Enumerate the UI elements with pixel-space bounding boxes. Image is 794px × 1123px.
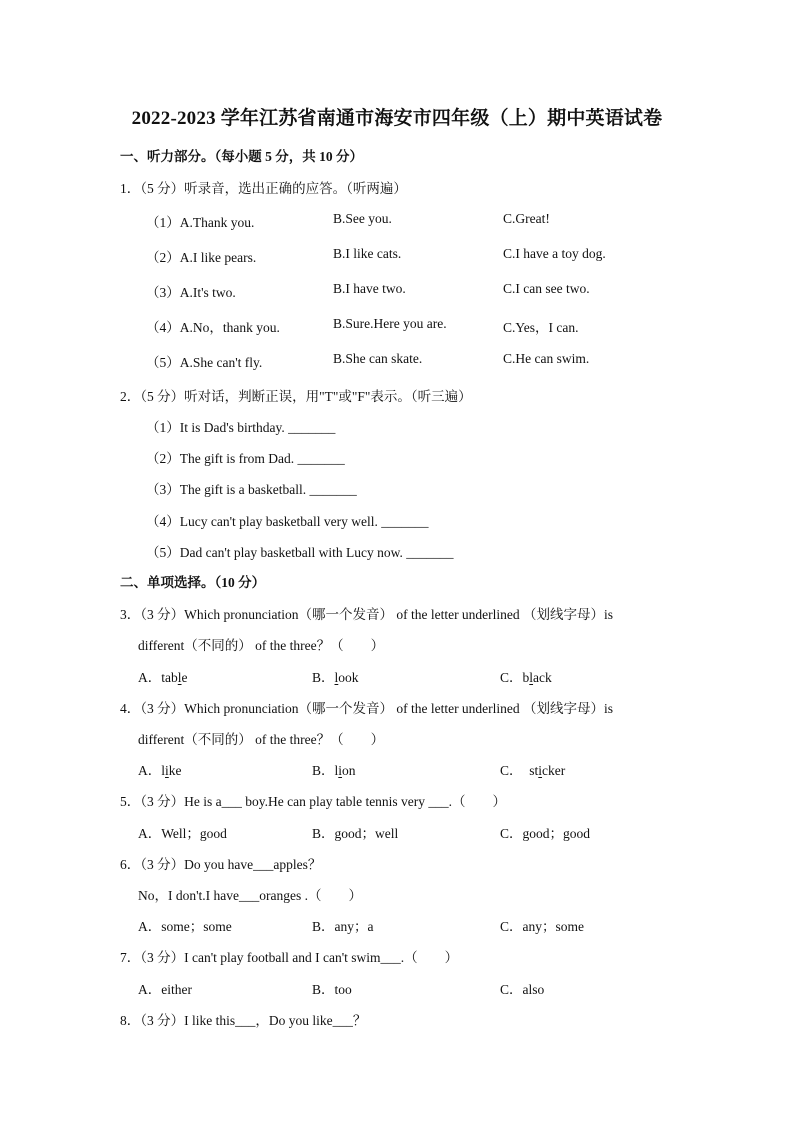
- q2-item-5: （5）Dad can't play basketball with Lucy now. _______: [146, 545, 454, 560]
- q1-row1-option-b: B.See you.: [333, 211, 392, 226]
- q2-item-2: （2）The gift is from Dad. _______: [146, 451, 345, 466]
- q1-row5-option-a: （5）A.She can't fly.: [146, 355, 263, 370]
- q4-option-b: B．lion: [312, 763, 356, 778]
- q2-item-4: （4）Lucy can't play basketball very well. _______: [146, 514, 429, 529]
- q2-item-3: （3）The gift is a basketball. _______: [146, 482, 357, 497]
- q1-row4-option-b: B.Sure.Here you are.: [333, 316, 447, 331]
- q1-row2-option-b: B.I like cats.: [333, 246, 402, 261]
- q1-row1-option-c: C.Great!: [503, 211, 550, 226]
- q7-option-c: C．also: [500, 982, 545, 997]
- q1-row3-option-a: （3）A.It's two.: [146, 285, 236, 300]
- section-single-choice-heading: 二、单项选择。（10 分）: [120, 575, 266, 590]
- q5-option-c: C．good；good: [500, 826, 591, 841]
- question-3-stem-line1: 3．（3 分）Which pronunciation（哪一个发音） of the letter underlined （划线字母）is: [120, 607, 614, 622]
- q1-row4-option-c: C.Yes，I can.: [503, 320, 579, 335]
- question-6-stem-line1: 6．（3 分）Do you have___apples？: [120, 857, 322, 872]
- question-6-stem-line2: No，I don't.I have___oranges .（ ）: [138, 888, 363, 903]
- q3-option-b: B．look: [312, 670, 359, 685]
- q7-option-a: A．either: [138, 982, 192, 997]
- q6-option-b: B．any；a: [312, 919, 374, 934]
- q1-row1-option-a: （1）A.Thank you.: [146, 215, 255, 230]
- question-7-stem: 7．（3 分）I can't play football and I can't swim___.（ ）: [120, 950, 459, 965]
- q1-row2-option-a: （2）A.I like pears.: [146, 250, 257, 265]
- q4-option-c: C． sticker: [500, 763, 566, 778]
- q6-option-a: A．some；some: [138, 919, 232, 934]
- q3-option-a: A．table: [138, 670, 188, 685]
- q7-option-b: B．too: [312, 982, 352, 997]
- question-8-stem: 8．（3 分）I like this___，Do you like___？: [120, 1013, 367, 1028]
- question-5-stem: 5．（3 分）He is a___ boy.He can play table tennis very ___.（ ）: [120, 794, 507, 809]
- q1-row2-option-c: C.I have a toy dog.: [503, 246, 606, 261]
- question-4-stem-line2: different（不同的） of the three？（ ）: [138, 732, 385, 747]
- q4-option-a: A．like: [138, 763, 182, 778]
- q1-row5-option-c: C.He can swim.: [503, 351, 590, 366]
- question-4-stem-line1: 4．（3 分）Which pronunciation（哪一个发音） of the letter underlined （划线字母）is: [120, 701, 614, 716]
- q2-item-1: （1）It is Dad's birthday. _______: [146, 420, 336, 435]
- question-1-stem: 1．（5 分）听录音，选出正确的应答。（听两遍）: [120, 181, 407, 196]
- q1-row3-option-c: C.I can see two.: [503, 281, 590, 296]
- q6-option-c: C．any；some: [500, 919, 584, 934]
- q3-option-c: C．black: [500, 670, 552, 685]
- question-3-stem-line2: different（不同的） of the three？（ ）: [138, 638, 385, 653]
- page-title: 2022-2023 学年江苏省南通市海安市四年级（上）期中英语试卷: [131, 108, 663, 129]
- q1-row3-option-b: B.I have two.: [333, 281, 406, 296]
- q1-row5-option-b: B.She can skate.: [333, 351, 423, 366]
- q5-option-b: B．good；well: [312, 826, 399, 841]
- question-2-stem: 2．（5 分）听对话，判断正误，用"T"或"F"表示。（听三遍）: [120, 389, 472, 404]
- q5-option-a: A．Well；good: [138, 826, 227, 841]
- q1-row4-option-a: （4）A.No，thank you.: [146, 320, 280, 335]
- section-listening-heading: 一、听力部分。（每小题 5 分，共 10 分）: [120, 149, 363, 164]
